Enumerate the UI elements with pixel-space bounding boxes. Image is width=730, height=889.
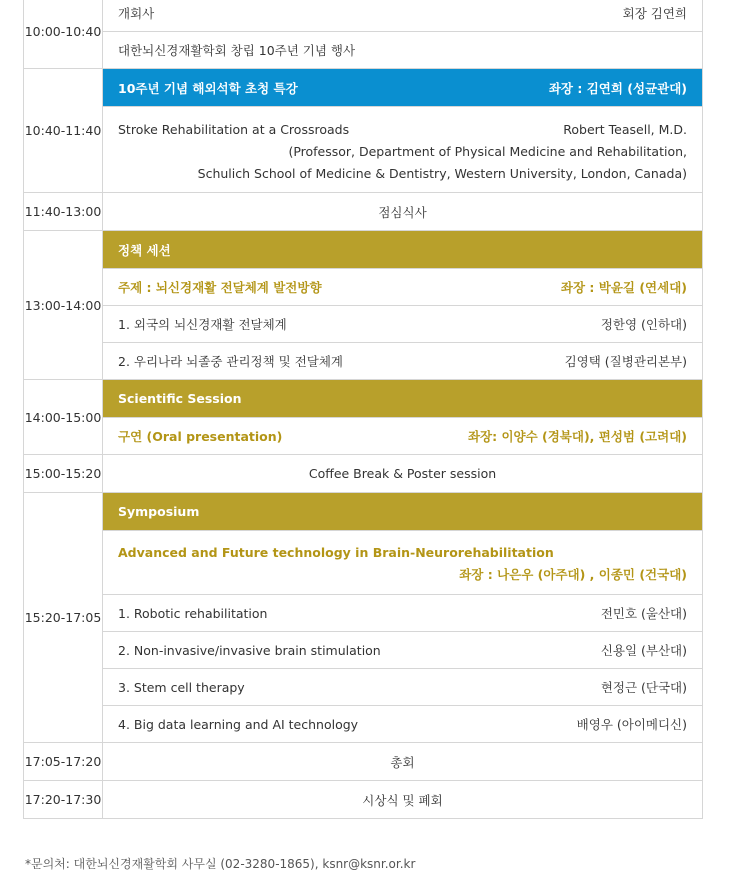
section-title: Scientific Session bbox=[118, 391, 242, 406]
content-cell bbox=[103, 231, 703, 380]
talk-row bbox=[103, 631, 702, 668]
topic-row bbox=[103, 268, 702, 305]
chair: 좌장: 이양수 (경북대), 편성범 (고려대) bbox=[467, 429, 687, 444]
schedule-block-general-meeting bbox=[24, 743, 703, 781]
talk-title: 2. Non-invasive/invasive brain stimulation bbox=[118, 642, 381, 658]
session-label: 총회 bbox=[390, 754, 415, 770]
speaker: 배영우 (아이메디신) bbox=[576, 717, 687, 732]
talk-row bbox=[103, 705, 702, 742]
time-cell: 13:00-14:00 bbox=[24, 231, 103, 380]
section-header bbox=[103, 380, 702, 417]
content-cell bbox=[103, 743, 703, 781]
talk-title: 4. Big data learning and AI technology bbox=[118, 716, 359, 732]
talk-row bbox=[103, 305, 702, 342]
talk-title: 1. Robotic rehabilitation bbox=[118, 605, 268, 621]
speaker: 정한영 (인하대) bbox=[600, 317, 687, 332]
chair: 좌장 : 박윤길 (연세대) bbox=[560, 280, 687, 295]
time-cell: 10:00-10:40 bbox=[24, 0, 103, 69]
session-label: 시상식 및 폐회 bbox=[362, 792, 443, 808]
section-header bbox=[103, 493, 702, 530]
talk-title: Stroke Rehabilitation at a Crossroads bbox=[118, 122, 350, 137]
schedule-block-opening bbox=[24, 0, 703, 69]
opening-row bbox=[103, 0, 702, 31]
affiliation-line: (Professor, Department of Physical Medicine and Rehabilitation, bbox=[288, 144, 687, 159]
content-cell bbox=[103, 0, 703, 69]
schedule-block-policy bbox=[24, 231, 703, 380]
time-cell: 14:00-15:00 bbox=[24, 380, 103, 455]
speaker: 김영택 (질병관리본부) bbox=[564, 354, 687, 369]
session-label: Coffee Break & Poster session bbox=[308, 466, 497, 481]
topic-row bbox=[103, 417, 702, 454]
schedule-block-lunch bbox=[24, 193, 703, 231]
time-cell: 17:20-17:30 bbox=[24, 781, 103, 819]
topic: Advanced and Future technology in Brain-Neurorehabilitation bbox=[118, 545, 554, 560]
time-cell: 10:40-11:40 bbox=[24, 69, 103, 193]
time-cell: 17:05-17:20 bbox=[24, 743, 103, 781]
topic-row bbox=[103, 530, 702, 594]
chair: 좌장 : 나은우 (아주대) , 이종민 (건국대) bbox=[459, 567, 687, 582]
content-cell bbox=[103, 493, 703, 743]
keynote-header bbox=[103, 69, 702, 106]
speaker: 전민호 (울산대) bbox=[600, 606, 687, 621]
talk-row bbox=[103, 668, 702, 705]
schedule-table bbox=[23, 0, 703, 819]
talk-row bbox=[103, 342, 702, 379]
schedule-block-symposium bbox=[24, 493, 703, 743]
talk-title: 2. 우리나라 뇌졸중 관리정책 및 전달체계 bbox=[118, 354, 343, 369]
time-cell: 15:20-17:05 bbox=[24, 493, 103, 743]
schedule-block-scientific bbox=[24, 380, 703, 455]
content-cell bbox=[103, 193, 703, 231]
schedule-block-closing bbox=[24, 781, 703, 819]
speaker: 회장 김연희 bbox=[622, 5, 687, 21]
content-cell bbox=[103, 380, 703, 455]
anniversary-row bbox=[103, 31, 702, 68]
schedule-block-keynote bbox=[24, 69, 703, 193]
section-title: 정책 세션 bbox=[118, 242, 171, 258]
schedule-block-coffee bbox=[24, 455, 703, 493]
affiliation-line: Schulich School of Medicine & Dentistry, Western University, London, Canada) bbox=[197, 166, 687, 181]
speaker: 현정근 (단국대) bbox=[600, 680, 687, 695]
time-cell: 11:40-13:00 bbox=[24, 193, 103, 231]
talk-title: 3. Stem cell therapy bbox=[118, 679, 245, 695]
session-title: 개회사 bbox=[118, 5, 155, 21]
section-title: 10주년 기념 해외석학 초청 특강 bbox=[118, 80, 298, 96]
section-header bbox=[103, 231, 702, 268]
chair: 좌장 : 김연희 (성균관대) bbox=[548, 80, 687, 96]
session-label: 점심식사 bbox=[378, 204, 427, 220]
content-cell bbox=[103, 781, 703, 819]
session-title: 대한뇌신경재활학회 창립 10주년 기념 행사 bbox=[118, 43, 356, 58]
keynote-talk bbox=[103, 106, 702, 192]
speaker: 신용일 (부산대) bbox=[600, 643, 687, 658]
topic: 구연 (Oral presentation) bbox=[118, 429, 283, 444]
content-cell bbox=[103, 455, 703, 493]
section-title: Symposium bbox=[118, 504, 200, 519]
contact-footer: *문의처: 대한뇌신경재활학회 사무실 (02-3280-1865), ksnr@ksnr.or.kr bbox=[25, 857, 416, 871]
topic: 주제 : 뇌신경재활 전달체계 발전방향 bbox=[118, 280, 322, 295]
talk-row bbox=[103, 594, 702, 631]
speaker: Robert Teasell, M.D. bbox=[563, 122, 687, 137]
content-cell bbox=[103, 69, 703, 193]
time-cell: 15:00-15:20 bbox=[24, 455, 103, 493]
talk-title: 1. 외국의 뇌신경재활 전달체계 bbox=[118, 317, 287, 332]
